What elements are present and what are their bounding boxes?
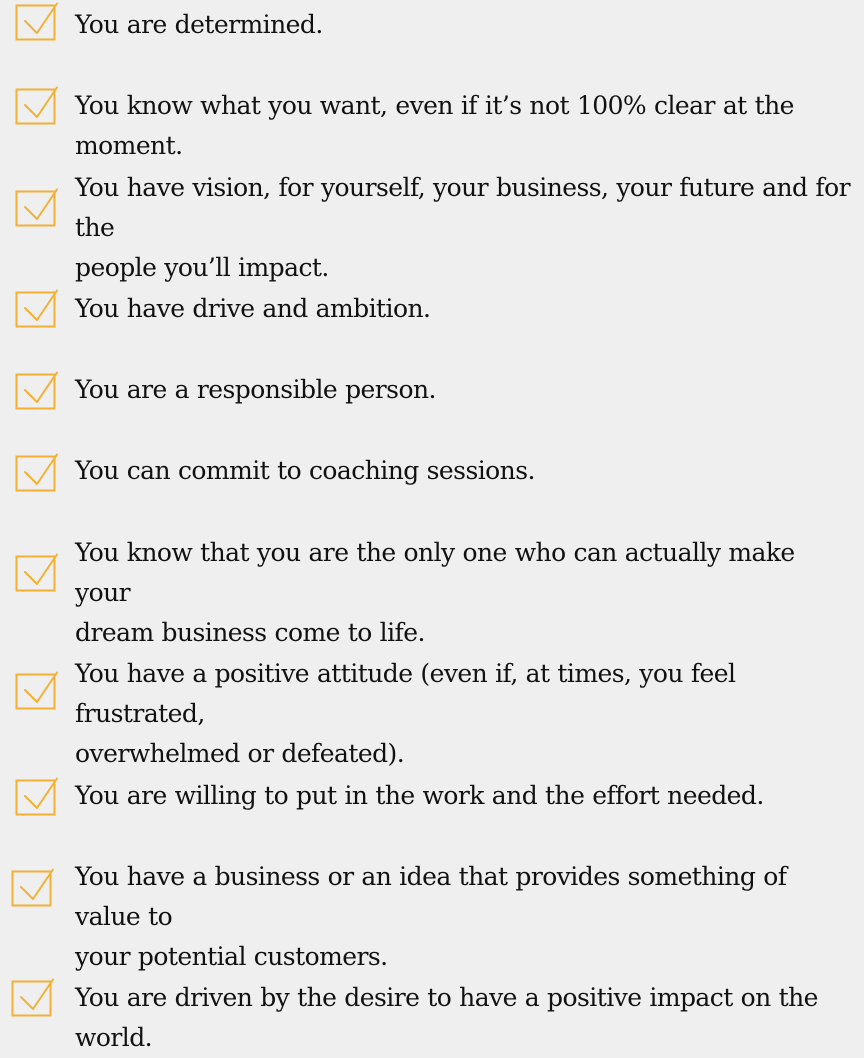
item-line: You have drive and ambition.: [75, 294, 431, 323]
item-line: You are willing to put in the work and the effort needed.: [75, 781, 764, 810]
checkbox-check-icon: [11, 868, 55, 912]
checkbox-check-icon: [15, 671, 59, 715]
item-text: [75, 370, 855, 410]
item-line: people you’ll impact.: [75, 253, 329, 282]
checkbox-check-icon: [15, 553, 59, 597]
item-line: You can commit to coaching sessions.: [75, 456, 535, 485]
checkbox-check-icon: [15, 371, 59, 415]
checkbox-check-icon: [15, 188, 59, 232]
checkbox-check-icon: [15, 453, 59, 497]
item-line: You are driven by the desire to have a positive impact on the world.: [75, 983, 818, 1052]
item-line: You have vision, for yourself, your business, your future and for the: [75, 173, 850, 242]
item-text: [75, 86, 855, 166]
item-text: [75, 451, 855, 491]
item-line: You are determined.: [75, 10, 323, 39]
checkbox-check-icon: [15, 86, 59, 130]
item-text: [75, 5, 855, 45]
item-line: You are a responsible person.: [75, 375, 436, 404]
item-line: You have a positive attitude (even if, at times, you feel frustrated,: [75, 659, 736, 728]
item-text: [75, 168, 855, 288]
checkbox-check-icon: [11, 978, 55, 1022]
item-text: [75, 289, 855, 329]
item-text: [75, 776, 855, 816]
item-line: You know what you want, even if it’s not 100% clear at the moment.: [75, 91, 794, 160]
checkbox-check-icon: [15, 2, 59, 46]
item-line: You know that you are the only one who can actually make your: [75, 538, 795, 607]
checkbox-check-icon: [15, 289, 59, 333]
item-text: [75, 857, 855, 977]
item-line: overwhelmed or defeated).: [75, 739, 405, 768]
item-text: [75, 978, 855, 1058]
item-line: your potential customers.: [75, 942, 388, 971]
item-line: dream business come to life.: [75, 618, 425, 647]
item-line: You have a business or an idea that provides something of value to: [75, 862, 787, 931]
item-text: [75, 654, 855, 774]
item-text: [75, 533, 855, 653]
checkbox-check-icon: [15, 777, 59, 821]
